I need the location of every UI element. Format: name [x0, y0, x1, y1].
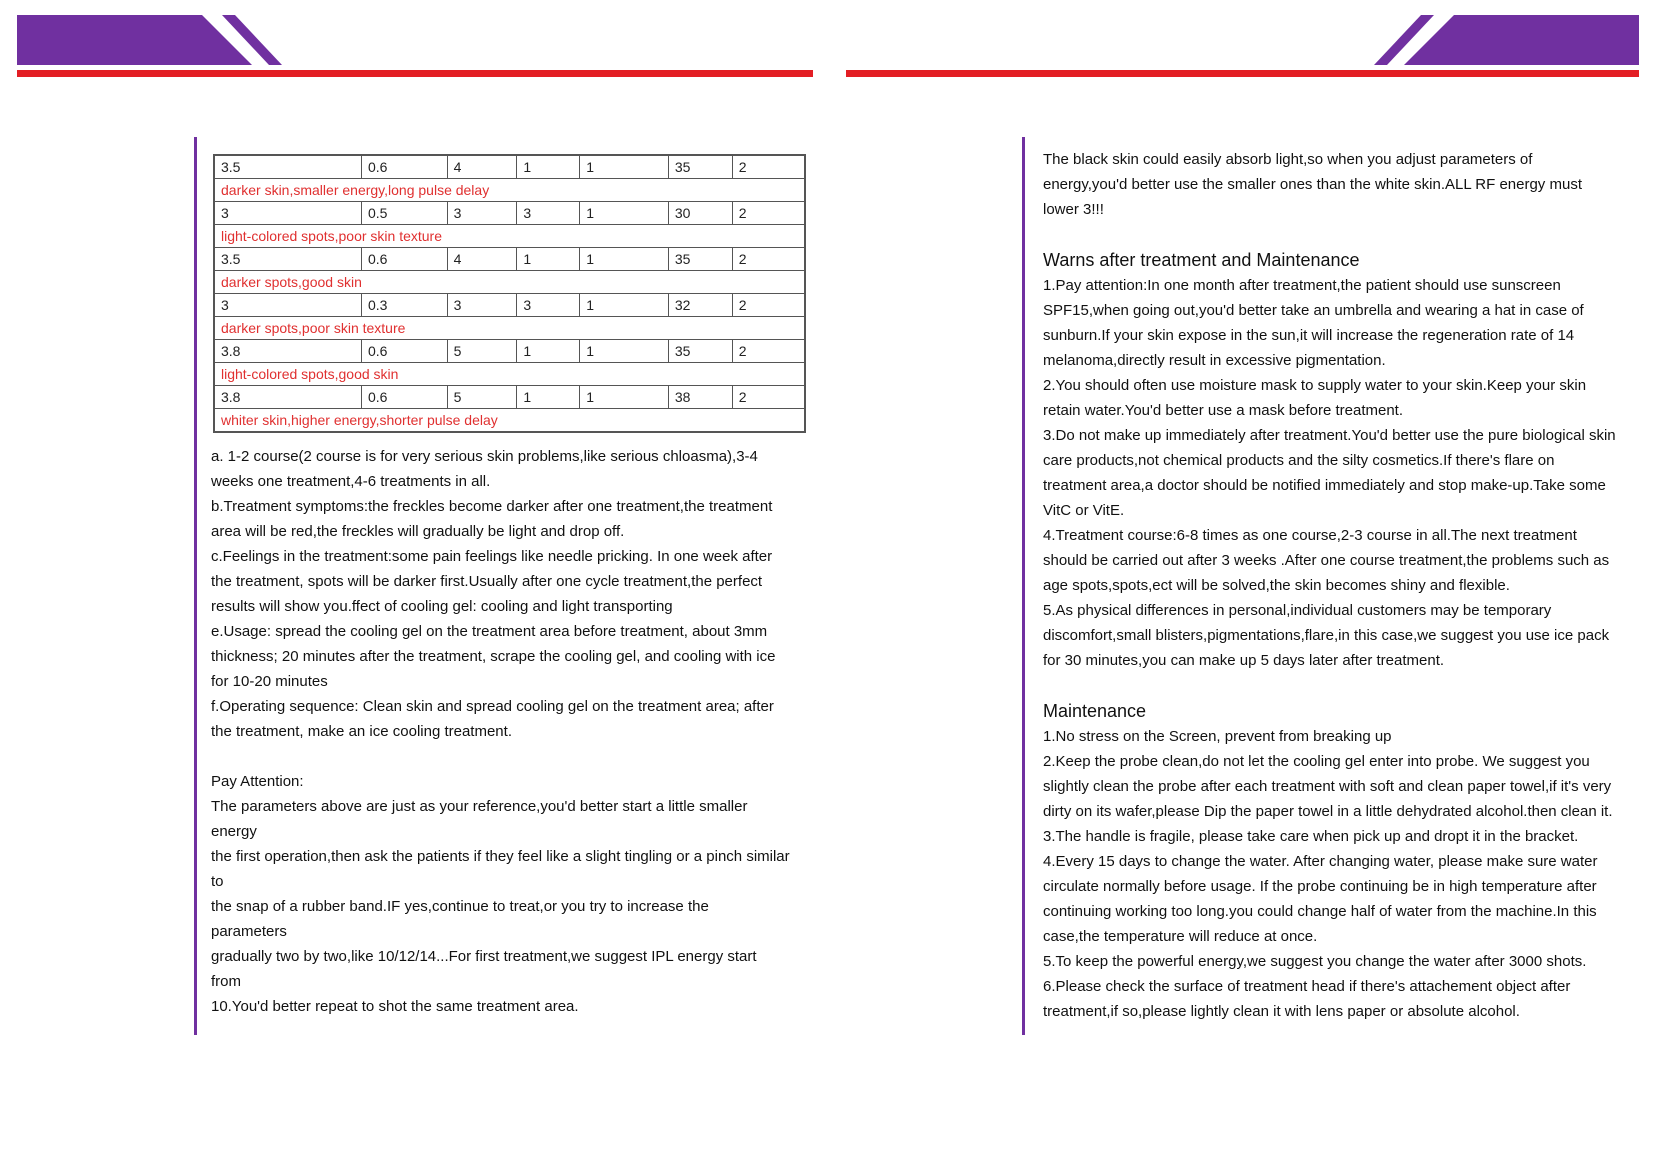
- text-line: b.Treatment symptoms:the freckles become darker after one treatment,the treatment: [211, 498, 773, 515]
- text-line: 1.No stress on the Screen, prevent from breaking up: [1043, 728, 1392, 745]
- text-line: age spots,spots,ect will be solved,the skin becomes shiny and flexible.: [1043, 577, 1510, 594]
- text-line: VitC or VitE.: [1043, 502, 1125, 519]
- text-line: to: [211, 873, 224, 890]
- table-cell: 3.8: [214, 340, 361, 363]
- text-line: should be carried out after 3 weeks .After one course treatment,the problems such as: [1043, 552, 1610, 569]
- text-line: the treatment, spots will be darker first.Usually after one cycle treatment,the perfect: [211, 573, 763, 590]
- table-cell: 1: [580, 248, 669, 271]
- table-cell: 5: [447, 386, 517, 409]
- right-margin-bar: [1022, 137, 1025, 1035]
- table-cell: 0.6: [361, 248, 447, 271]
- text-line: care products,not chemical products and the silty cosmetics.If there's flare on: [1043, 452, 1555, 469]
- table-cell: 3: [447, 202, 517, 225]
- text-line: discomfort,small blisters,pigmentations,flare,in this case,we suggest you use ice pack: [1043, 627, 1610, 644]
- text-line: circulate normally before usage. If the probe continuing be in high temperature after: [1043, 878, 1597, 895]
- table-cell: 1: [517, 340, 580, 363]
- table-cell: 3.8: [214, 386, 361, 409]
- text-line: case,the temperature will reduce at once.: [1043, 928, 1318, 945]
- text-line: 3.Do not make up immediately after treatment.You'd better use the pure biological skin: [1043, 427, 1616, 444]
- header-rule-left: [17, 70, 813, 77]
- text-line: results will show you.ffect of cooling gel: cooling and light transporting: [211, 598, 673, 615]
- table-cell: 3: [517, 294, 580, 317]
- text-line: 4.Treatment course:6-8 times as one course,2-3 course in all.The next treatment: [1043, 527, 1577, 544]
- text-line: for 30 minutes,you can make up 5 days later after treatment.: [1043, 652, 1445, 669]
- text-line: 5.As physical differences in personal,individual customers may be temporary: [1043, 602, 1552, 619]
- table-cell: 1: [517, 248, 580, 271]
- text-line: energy,you'd better use the smaller ones than the white skin.ALL RF energy must: [1043, 176, 1582, 193]
- table-cell: 32: [668, 294, 732, 317]
- parameter-table: [213, 154, 806, 433]
- table-cell: 4: [447, 155, 517, 179]
- table-cell: 3: [214, 202, 361, 225]
- text-line: from: [211, 973, 241, 990]
- table-note-row: [214, 317, 805, 340]
- table-note: darker spots,good skin: [214, 271, 805, 294]
- right-column-text: [1043, 147, 1643, 1024]
- left-column-text: [211, 444, 811, 1019]
- table-cell: 1: [580, 155, 669, 179]
- text-line: 3.The handle is fragile, please take care when pick up and dropt it in the bracket.: [1043, 828, 1579, 845]
- table-row: [214, 386, 805, 409]
- header-rule-right: [846, 70, 1639, 77]
- text-line: area will be red,the freckles will gradually be light and drop off.: [211, 523, 625, 540]
- table-cell: 3.5: [214, 248, 361, 271]
- table-cell: 35: [668, 248, 732, 271]
- table-note-row: [214, 225, 805, 248]
- table-note: whiter skin,higher energy,shorter pulse delay: [214, 409, 805, 433]
- table-note: darker spots,poor skin texture: [214, 317, 805, 340]
- table-cell: 1: [580, 340, 669, 363]
- table-note: light-colored spots,good skin: [214, 363, 805, 386]
- table-cell: 0.6: [361, 340, 447, 363]
- text-line: parameters: [211, 923, 287, 940]
- text-line: lower 3!!!: [1043, 201, 1104, 218]
- table-cell: 38: [668, 386, 732, 409]
- left-margin-bar: [194, 137, 197, 1035]
- table-cell: 3: [517, 202, 580, 225]
- text-line: 2.You should often use moisture mask to supply water to your skin.Keep your skin: [1043, 377, 1587, 394]
- table-cell: 3: [447, 294, 517, 317]
- table-cell: 0.6: [361, 386, 447, 409]
- text-line: continuing working too long.you could change half of water from the machine.In this: [1043, 903, 1597, 920]
- text-line: treatment,if so,please lightly clean it with lens paper or absolute alcohol.: [1043, 1003, 1520, 1020]
- table-cell: 3.5: [214, 155, 361, 179]
- table-cell: 2: [732, 340, 805, 363]
- table-cell: 2: [732, 202, 805, 225]
- table-note-row: [214, 363, 805, 386]
- text-line: 5.To keep the powerful energy,we suggest you change the water after 3000 shots.: [1043, 953, 1587, 970]
- table-note-row: [214, 179, 805, 202]
- table-row: [214, 155, 805, 179]
- table-cell: 35: [668, 155, 732, 179]
- text-line: dirty on its wafer,please Dip the paper towel in a little dehydrated alcohol.then clean it.: [1043, 803, 1613, 820]
- table-cell: 3: [214, 294, 361, 317]
- text-line: the treatment, make an ice cooling treatment.: [211, 723, 512, 740]
- text-line: treatment area,a doctor should be notified immediately and stop make-up.Take some: [1043, 477, 1606, 494]
- text-line: 2.Keep the probe clean,do not let the cooling gel enter into probe. We suggest you: [1043, 753, 1590, 770]
- text-line: 4.Every 15 days to change the water. After changing water, please make sure water: [1043, 853, 1598, 870]
- table-cell: 2: [732, 248, 805, 271]
- table-row: [214, 248, 805, 271]
- table-cell: 5: [447, 340, 517, 363]
- table-cell: 2: [732, 386, 805, 409]
- table-cell: 2: [732, 155, 805, 179]
- table-cell: 1: [580, 202, 669, 225]
- text-line: sunburn.If your skin expose in the sun,it will increase the regeneration rate of 14: [1043, 327, 1575, 344]
- table-cell: 0.6: [361, 155, 447, 179]
- text-line: for 10-20 minutes: [211, 673, 328, 690]
- table-note: light-colored spots,poor skin texture: [214, 225, 805, 248]
- text-line: the snap of a rubber band.IF yes,continue to treat,or you try to increase the: [211, 898, 709, 915]
- table-cell: 0.3: [361, 294, 447, 317]
- text-line: a. 1-2 course(2 course is for very serious skin problems,like serious chloasma),3-4: [211, 448, 758, 465]
- table-row: [214, 202, 805, 225]
- text-line: e.Usage: spread the cooling gel on the treatment area before treatment, about 3mm: [211, 623, 768, 640]
- text-line: weeks one treatment,4-6 treatments in all.: [211, 473, 491, 490]
- text-line: SPF15,when going out,you'd better take an umbrella and wearing a hat in case of: [1043, 302, 1584, 319]
- table-cell: 0.5: [361, 202, 447, 225]
- table-note: darker skin,smaller energy,long pulse delay: [214, 179, 805, 202]
- warns-heading: Warns after treatment and Maintenance: [1043, 250, 1360, 270]
- text-line: 10.You'd better repeat to shot the same treatment area.: [211, 998, 579, 1015]
- text-line: thickness; 20 minutes after the treatment, scrape the cooling gel, and cooling with ice: [211, 648, 776, 665]
- table-cell: 1: [517, 155, 580, 179]
- table-cell: 1: [517, 386, 580, 409]
- text-line: retain water.You'd better use a mask before treatment.: [1043, 402, 1404, 419]
- text-line: 1.Pay attention:In one month after treatment,the patient should use sunscreen: [1043, 277, 1561, 294]
- table-row: [214, 340, 805, 363]
- text-line: melanoma,directly result in excessive pigmentation.: [1043, 352, 1386, 369]
- text-line: Pay Attention:: [211, 773, 304, 790]
- table-note-row: [214, 271, 805, 294]
- header-banner-right: [1374, 15, 1639, 65]
- text-line: f.Operating sequence: Clean skin and spread cooling gel on the treatment area; after: [211, 698, 774, 715]
- table-row: [214, 294, 805, 317]
- table-cell: 2: [732, 294, 805, 317]
- table-cell: 1: [580, 386, 669, 409]
- table-cell: 4: [447, 248, 517, 271]
- text-line: c.Feelings in the treatment:some pain feelings like needle pricking. In one week after: [211, 548, 773, 565]
- table-note-row: [214, 409, 805, 433]
- text-line: gradually two by two,like 10/12/14...For first treatment,we suggest IPL energy start: [211, 948, 757, 965]
- text-line: slightly clean the probe after each treatment with soft and clean paper towel,if it's very: [1043, 778, 1612, 795]
- table-cell: 1: [580, 294, 669, 317]
- text-line: energy: [211, 823, 257, 840]
- table-cell: 30: [668, 202, 732, 225]
- text-line: the first operation,then ask the patients if they feel like a slight tingling or a pinch similar: [211, 848, 790, 865]
- text-line: The black skin could easily absorb light,so when you adjust parameters of: [1043, 151, 1533, 168]
- header-banner-left: [17, 15, 282, 65]
- text-line: 6.Please check the surface of treatment head if there's attachement object after: [1043, 978, 1571, 995]
- maintenance-heading: Maintenance: [1043, 701, 1147, 721]
- text-line: [211, 744, 811, 769]
- text-line: The parameters above are just as your reference,you'd better start a little smaller: [211, 798, 748, 815]
- table-cell: 35: [668, 340, 732, 363]
